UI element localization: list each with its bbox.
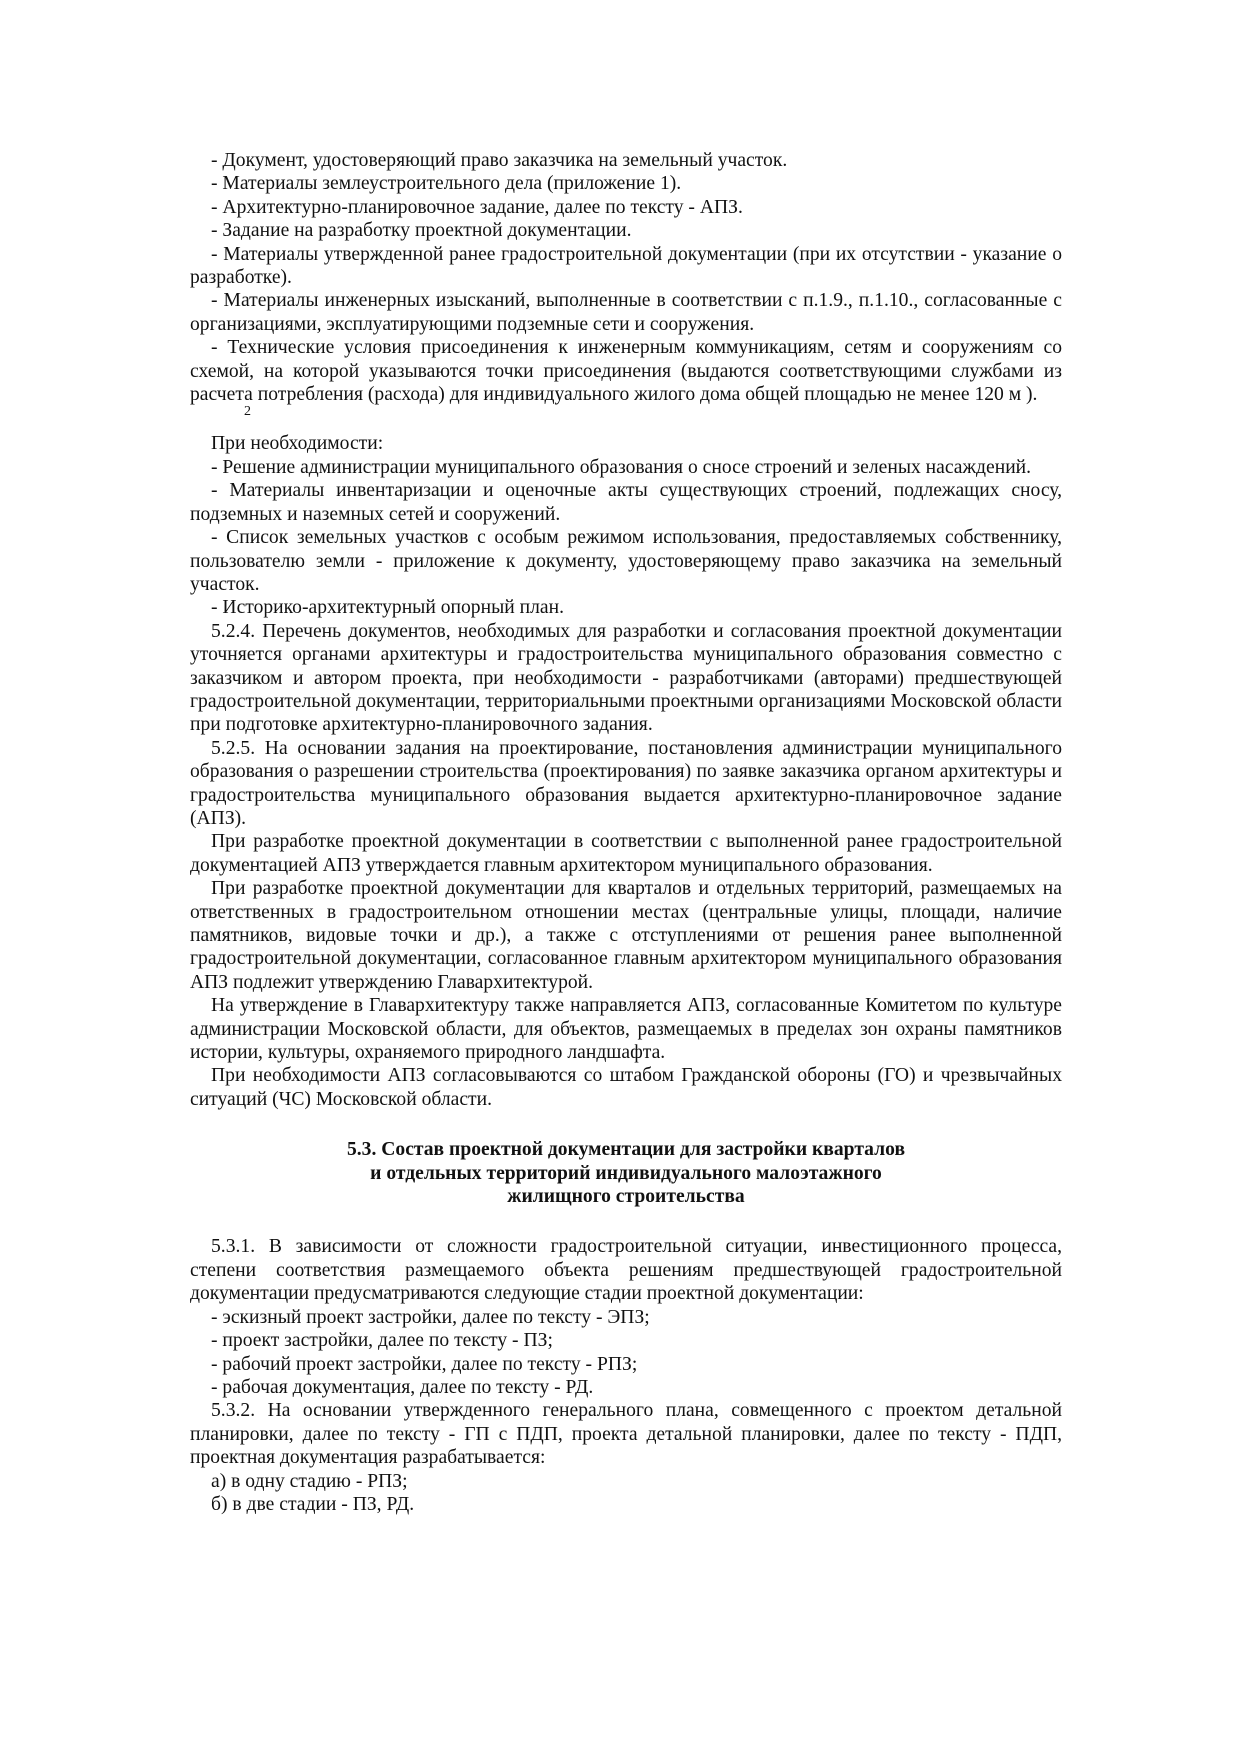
section-heading-line: жилищного строительства — [507, 1186, 745, 1208]
intro-item: - Задание на разработку проектной документации. — [211, 220, 632, 242]
paragraph: При необходимости АПЗ согласовываются со штабом Гражданской обороны (ГО) и чрезвычайных ситуаций (ЧС) Московской области. — [190, 1065, 1062, 1110]
section-list-item: б) в две стадии - ПЗ, РД. — [211, 1493, 415, 1515]
necessity-title: При необходимости: — [211, 433, 384, 455]
section-heading-line: и отдельных территорий индивидуального малоэтажного — [370, 1162, 882, 1184]
section-list-item: а) в одну стадию - РПЗ; — [211, 1470, 408, 1492]
intro-item: - Материалы землеустроительного дела (приложение 1). — [211, 173, 682, 195]
area-superscript: 2 — [244, 404, 251, 420]
document-page — [190, 149, 1062, 1516]
paragraph: 5.2.4. Перечень документов, необходимых для разработки и согласования проектной документации уточняется органами архитектуры и градостроительства муниципального образования совместно с заказчиком и автором проекта, при необходимости - разработчиками (авторами) предшествующей градостроительной документации, территориальными проектными организациями Московской области при подготовке архитектурно-планировочного задания. — [190, 620, 1062, 736]
intro-item: - Архитектурно-планировочное задание, далее по тексту - АПЗ. — [211, 196, 743, 218]
section-paragraph: 5.3.1. В зависимости от сложности градостроительной ситуации, инвестиционного процесса, степени соответствия размещаемого объекта решениям предшествующей градостроительной документации предусматриваются следующие стадии проектной документации: — [190, 1236, 1062, 1305]
paragraph: На утверждение в Главархитектуру также направляется АПЗ, согласованные Комитетом по культуре администрации Московской области, для объектов, размещаемых в пределах зон охраны памятников истории, культуры, охраняемого природного ландшафта. — [190, 995, 1062, 1064]
section-list-item: - эскизный проект застройки, далее по тексту - ЭПЗ; — [211, 1306, 650, 1328]
paragraph: При разработке проектной документации для кварталов и отдельных территорий, размещаемых на ответственных в градостроительном отношении местах (центральные улицы, площади, наличие памятников, видовые точки и др.), а также с отступлениями от решения ранее выполненной градостроительной документации, согласованное главным архитектором муниципального образования АПЗ подлежит утверждению Главархитектурой. — [190, 878, 1062, 993]
necessity-item: - Материалы инвентаризации и оценочные акты существующих строений, подлежащих сносу, подземных и наземных сетей и сооружений. — [190, 480, 1062, 525]
necessity-item: - Историко-архитектурный опорный план. — [211, 597, 564, 619]
section-list-item: - проект застройки, далее по тексту - ПЗ; — [211, 1330, 553, 1352]
section-paragraph: 5.3.2. На основании утвержденного генерального плана, совмещенного с проектом детальной планировки, далее по тексту - ГП с ПДП, проекта детальной планировки, далее по тексту - ПДП, проектная документация разрабатывается: — [190, 1400, 1062, 1469]
section-heading — [190, 1138, 1062, 1208]
paragraph: 5.2.5. На основании задания на проектирование, постановления администрации муниципального образования о разрешении строительства (проектирования) по заявке заказчика органом архитектуры и градостроительства муниципального образования выдается архитектурно-планировочное задание (АПЗ). — [190, 737, 1062, 829]
necessity-item: - Решение администрации муниципального образования о сносе строений и зеленых насаждений. — [211, 456, 1032, 478]
paragraph: При разработке проектной документации в соответствии с выполненной ранее градостроительной документацией АПЗ утверждается главным архитектором муниципального образования. — [190, 831, 1062, 876]
section-heading-line: 5.3. Состав проектной документации для застройки кварталов — [346, 1139, 906, 1161]
necessity-item: - Список земельных участков с особым режимом использования, предоставляемых собственнику, пользователю земли - приложение к документу, удостоверяющему право заказчика на земельный участок. — [190, 527, 1062, 595]
section-list-item: - рабочий проект застройки, далее по тексту - РПЗ; — [211, 1353, 638, 1375]
intro-item: - Технические условия присоединения к инженерным коммуникациям, сетям и сооружениям со схемой, на которой указываются точки присоединения (выдаются соответствующими службами из расчета потребления (расхода) для индивидуального жилого дома общей площадью не менее 120 м ). — [190, 337, 1062, 406]
intro-item: - Документ, удостоверяющий право заказчика на земельный участок. — [211, 150, 788, 171]
section-list-item: - рабочая документация, далее по тексту - РД. — [211, 1376, 594, 1398]
intro-item: - Материалы инженерных изысканий, выполненные в соответствии с п.1.9., п.1.10., согласованные с организациями, эксплуатирующими подземные сети и сооружения. — [190, 290, 1062, 335]
intro-item: - Материалы утвержденной ранее градостроительной документации (при их отсутствии - указание о разработке). — [190, 243, 1062, 289]
superscript-row — [190, 406, 1062, 432]
